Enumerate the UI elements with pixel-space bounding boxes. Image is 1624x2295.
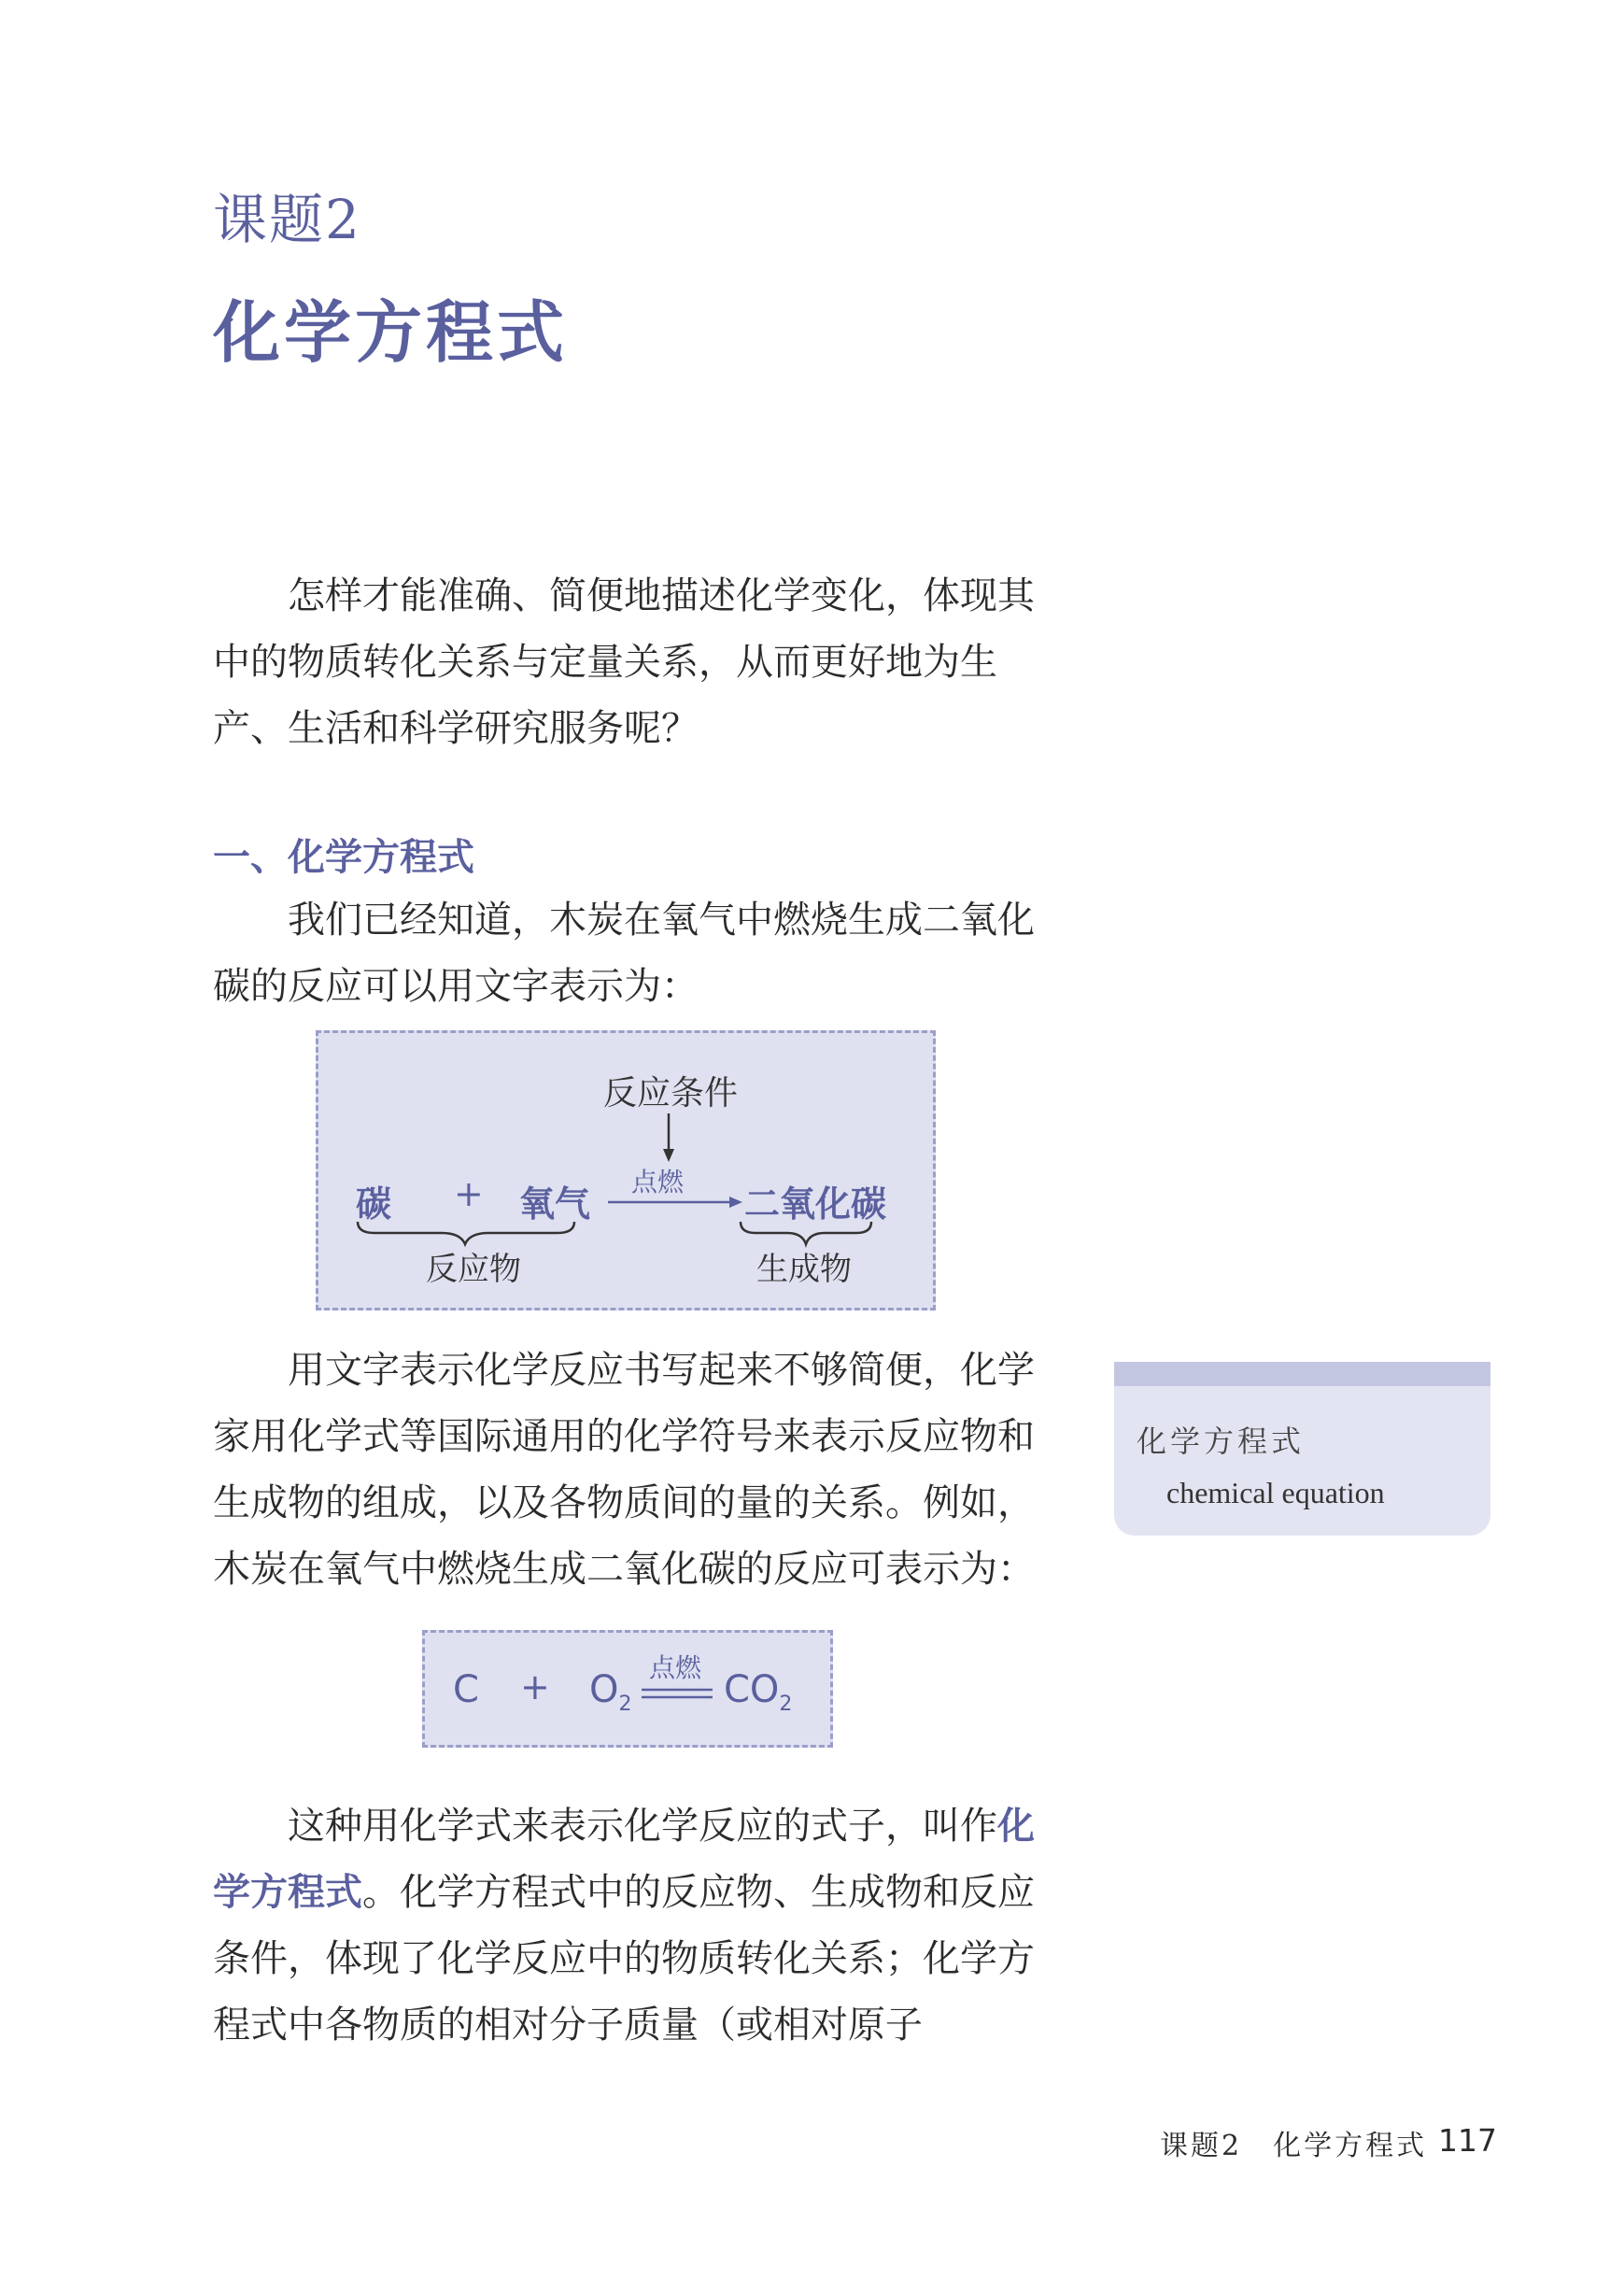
- products-label: 生成物: [756, 1251, 852, 1288]
- section-paragraph-1: [213, 887, 1044, 1020]
- oxygen-symbol: O: [589, 1668, 619, 1711]
- section-paragraph-2: [213, 1338, 1044, 1603]
- co2-symbol: CO: [724, 1668, 780, 1711]
- section-heading: 一、化学方程式: [213, 836, 474, 879]
- equals-sign: [640, 1687, 714, 1700]
- page-number: 117: [1438, 2122, 1497, 2159]
- glossary-term-en: chemical equation: [1166, 1476, 1385, 1509]
- intro-text: 怎样才能准确、简便地描述化学变化，体现其中的物质转化关系与定量关系，从而更好地为生产、生活和科学研究服务呢？: [213, 574, 1035, 750]
- reactants-label: 反应物: [426, 1251, 521, 1288]
- plus-sign: +: [454, 1173, 484, 1214]
- reactant-oxygen: 氧气: [519, 1183, 591, 1225]
- reactant-carbon: 碳: [356, 1183, 392, 1225]
- sidebar-top-bar: [1114, 1362, 1490, 1386]
- word-equation-box: [316, 1030, 936, 1310]
- formula-carbon: C: [453, 1668, 479, 1711]
- paragraph-rest: 。化学方程式中的反应物、生成物和反应条件，体现了化学反应中的物质转化关系；化学方程式中各物质的相对分子质量（或相对原子: [213, 1871, 1035, 2047]
- glossary-term-cn: 化学方程式: [1137, 1424, 1306, 1459]
- ignite-condition: 点燃: [631, 1167, 685, 1197]
- glossary-sidebar: [1114, 1362, 1490, 1536]
- paragraph-text: [213, 1793, 1044, 2059]
- intro-paragraph: [213, 563, 1044, 762]
- lesson-label: 课题2: [213, 188, 361, 251]
- formula-co2: [724, 1668, 792, 1716]
- chapter-title: 化学方程式: [213, 292, 569, 372]
- running-title: 课题2 化学方程式: [1160, 2130, 1428, 2162]
- formula-equation-box: [422, 1630, 833, 1748]
- formula-oxygen: [589, 1668, 631, 1716]
- paragraph-text: 用文字表示化学反应书写起来不够简便，化学家用化学式等国际通用的化学符号来表示反应物和生成物的组成，以及各物质间的量的关系。例如，木炭在氧气中燃烧生成二氧化碳的反应可表示为：: [213, 1349, 1035, 1591]
- down-arrow-head: [663, 1149, 674, 1162]
- condition-label: 反应条件: [603, 1074, 739, 1112]
- product-co2: 二氧化碳: [744, 1183, 887, 1225]
- section-paragraph-3: [213, 1793, 1044, 2059]
- paragraph-text: 我们已经知道，木炭在氧气中燃烧生成二氧化碳的反应可以用文字表示为：: [213, 899, 1035, 1008]
- co2-subscript: 2: [779, 1693, 793, 1716]
- oxygen-subscript: 2: [618, 1693, 632, 1716]
- reaction-arrow-head: [729, 1197, 742, 1208]
- formula-condition: 点燃: [649, 1652, 702, 1683]
- formula-plus: +: [520, 1666, 550, 1707]
- paragraph-start: 这种用化学式来表示化学反应的式子，叫作: [288, 1805, 997, 1848]
- key-term: 化学方程式: [213, 1805, 1035, 1914]
